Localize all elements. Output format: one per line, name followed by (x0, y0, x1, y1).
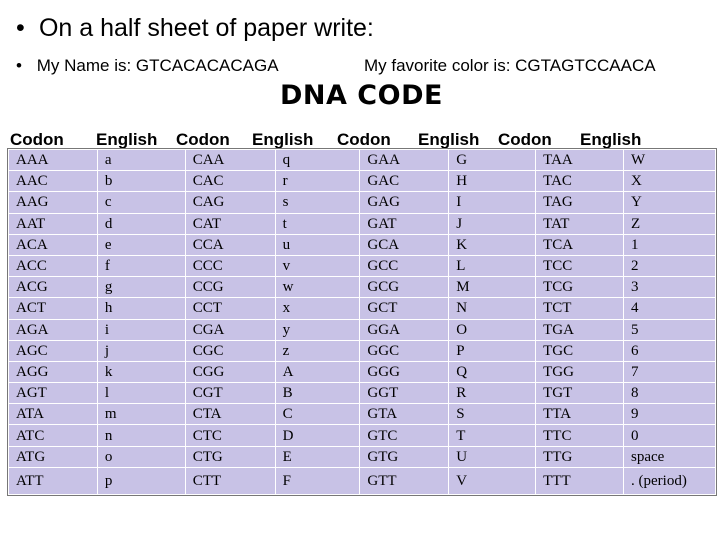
codon-cell: GTT (360, 467, 449, 494)
table-row (9, 213, 716, 234)
english-cell: N (449, 298, 536, 319)
codon-cell: CTG (185, 446, 275, 467)
codon-cell: TAG (536, 192, 624, 213)
table-row (9, 234, 716, 255)
table-row (9, 467, 716, 494)
english-cell: x (275, 298, 360, 319)
english-cell: k (97, 361, 185, 382)
english-cell: K (449, 234, 536, 255)
english-cell: 2 (624, 255, 716, 276)
codon-cell: GGC (360, 340, 449, 361)
codon-cell: TCC (536, 255, 624, 276)
codon-cell: GTG (360, 446, 449, 467)
codon-cell: GCA (360, 234, 449, 255)
codon-cell: ACC (9, 255, 98, 276)
codon-cell: TTG (536, 446, 624, 467)
codon-cell: CGC (185, 340, 275, 361)
codon-cell: GAT (360, 213, 449, 234)
codon-cell: ACT (9, 298, 98, 319)
codon-cell: GAC (360, 171, 449, 192)
table-row (9, 446, 716, 467)
codon-cell: TAT (536, 213, 624, 234)
english-cell: 9 (624, 404, 716, 425)
instruction-line-1 (16, 14, 374, 43)
codon-cell: TGA (536, 319, 624, 340)
codon-cell: GAA (360, 150, 449, 171)
english-cell: c (97, 192, 185, 213)
table-row (9, 255, 716, 276)
codon-cell: CAG (185, 192, 275, 213)
english-cell: h (97, 298, 185, 319)
codon-cell: CAC (185, 171, 275, 192)
english-cell: 6 (624, 340, 716, 361)
english-cell: Q (449, 361, 536, 382)
codon-cell: TGT (536, 383, 624, 404)
english-cell: A (275, 361, 360, 382)
english-cell: b (97, 171, 185, 192)
english-cell: n (97, 425, 185, 446)
header-codon: Codon (337, 130, 391, 149)
english-cell: y (275, 319, 360, 340)
codon-cell: ATG (9, 446, 98, 467)
codon-cell: GCG (360, 277, 449, 298)
table-row (9, 361, 716, 382)
english-cell: G (449, 150, 536, 171)
codon-cell: GTA (360, 404, 449, 425)
codon-cell: ACA (9, 234, 98, 255)
header-english: English (252, 130, 314, 149)
header-codon: Codon (498, 130, 552, 149)
header-english: English (418, 130, 480, 149)
english-cell: 8 (624, 383, 716, 404)
codon-cell: CGT (185, 383, 275, 404)
english-cell: B (275, 383, 360, 404)
english-cell: z (275, 340, 360, 361)
codon-cell: TTA (536, 404, 624, 425)
codon-cell: CCA (185, 234, 275, 255)
codon-cell: GGA (360, 319, 449, 340)
english-cell: J (449, 213, 536, 234)
english-cell: 4 (624, 298, 716, 319)
codon-cell: AGG (9, 361, 98, 382)
english-cell: C (275, 404, 360, 425)
codon-cell: GTC (360, 425, 449, 446)
english-cell: F (275, 467, 360, 494)
codon-cell: GCT (360, 298, 449, 319)
english-cell: a (97, 150, 185, 171)
header-english: English (96, 130, 158, 149)
english-cell: L (449, 255, 536, 276)
instruction-text: On a half sheet of paper write: (38, 14, 374, 42)
english-cell: 1 (624, 234, 716, 255)
codon-cell: TAC (536, 171, 624, 192)
codon-cell: ATC (9, 425, 98, 446)
codon-cell: AGC (9, 340, 98, 361)
english-cell: W (624, 150, 716, 171)
english-cell: i (97, 319, 185, 340)
english-cell: O (449, 319, 536, 340)
table-row (9, 319, 716, 340)
codon-cell: CTT (185, 467, 275, 494)
codon-cell: ATT (9, 467, 98, 494)
codon-cell: CAA (185, 150, 275, 171)
english-cell: D (275, 425, 360, 446)
table-row (9, 150, 716, 171)
codon-cell: AGT (9, 383, 98, 404)
english-cell: j (97, 340, 185, 361)
table-header-row (0, 130, 720, 150)
codon-cell: AGA (9, 319, 98, 340)
codon-cell: TCT (536, 298, 624, 319)
codon-cell: CCC (185, 255, 275, 276)
english-cell: m (97, 404, 185, 425)
english-cell: o (97, 446, 185, 467)
english-cell: r (275, 171, 360, 192)
english-cell: Z (624, 213, 716, 234)
header-codon: Codon (10, 130, 64, 149)
codon-cell: ACG (9, 277, 98, 298)
codon-cell: TCG (536, 277, 624, 298)
codon-cell: TCA (536, 234, 624, 255)
english-cell: q (275, 150, 360, 171)
english-cell: w (275, 277, 360, 298)
english-cell: d (97, 213, 185, 234)
codon-cell: CGA (185, 319, 275, 340)
english-cell: e (97, 234, 185, 255)
table-row (9, 171, 716, 192)
english-cell: l (97, 383, 185, 404)
english-cell: U (449, 446, 536, 467)
codon-cell: AAC (9, 171, 98, 192)
english-cell: 5 (624, 319, 716, 340)
english-cell: M (449, 277, 536, 298)
codon-cell: CCT (185, 298, 275, 319)
codon-cell: CGG (185, 361, 275, 382)
codon-cell: CCG (185, 277, 275, 298)
english-cell: space (624, 446, 716, 467)
codon-cell: TTC (536, 425, 624, 446)
codon-cell: GGT (360, 383, 449, 404)
english-cell: v (275, 255, 360, 276)
codon-cell: GAG (360, 192, 449, 213)
english-cell: Y (624, 192, 716, 213)
codon-cell: TGG (536, 361, 624, 382)
english-cell: t (275, 213, 360, 234)
english-cell: V (449, 467, 536, 494)
instruction-line-2 (16, 56, 656, 76)
dna-code-table (8, 149, 716, 495)
codon-cell: GGG (360, 361, 449, 382)
english-cell: g (97, 277, 185, 298)
english-cell: R (449, 383, 536, 404)
color-code-text: My favorite color is: CGTAGTCCAACA (364, 56, 656, 75)
table-row (9, 340, 716, 361)
table-row (9, 425, 716, 446)
english-cell: P (449, 340, 536, 361)
codon-cell: TGC (536, 340, 624, 361)
codon-cell: AAT (9, 213, 98, 234)
english-cell: f (97, 255, 185, 276)
codon-cell: CAT (185, 213, 275, 234)
english-cell: I (449, 192, 536, 213)
english-cell: 7 (624, 361, 716, 382)
bullet-marker: • (16, 14, 25, 42)
english-cell: s (275, 192, 360, 213)
english-cell: 0 (624, 425, 716, 446)
dna-code-title: DNA CODE (280, 80, 443, 111)
header-codon: Codon (176, 130, 230, 149)
english-cell: u (275, 234, 360, 255)
bullet-marker: • (16, 56, 22, 75)
codon-cell: GCC (360, 255, 449, 276)
codon-cell: AAG (9, 192, 98, 213)
english-cell: S (449, 404, 536, 425)
codon-cell: ATA (9, 404, 98, 425)
english-cell: p (97, 467, 185, 494)
codon-cell: CTA (185, 404, 275, 425)
english-cell: X (624, 171, 716, 192)
table-row (9, 277, 716, 298)
table-row (9, 383, 716, 404)
table-row (9, 298, 716, 319)
english-cell: T (449, 425, 536, 446)
codon-cell: TAA (536, 150, 624, 171)
table-row (9, 192, 716, 213)
name-code-text: My Name is: GTCACACACAGA (36, 56, 279, 75)
codon-cell: TTT (536, 467, 624, 494)
english-cell: H (449, 171, 536, 192)
header-english: English (580, 130, 642, 149)
table-row (9, 404, 716, 425)
english-cell: 3 (624, 277, 716, 298)
english-cell: . (period) (624, 467, 716, 494)
codon-cell: CTC (185, 425, 275, 446)
english-cell: E (275, 446, 360, 467)
codon-cell: AAA (9, 150, 98, 171)
